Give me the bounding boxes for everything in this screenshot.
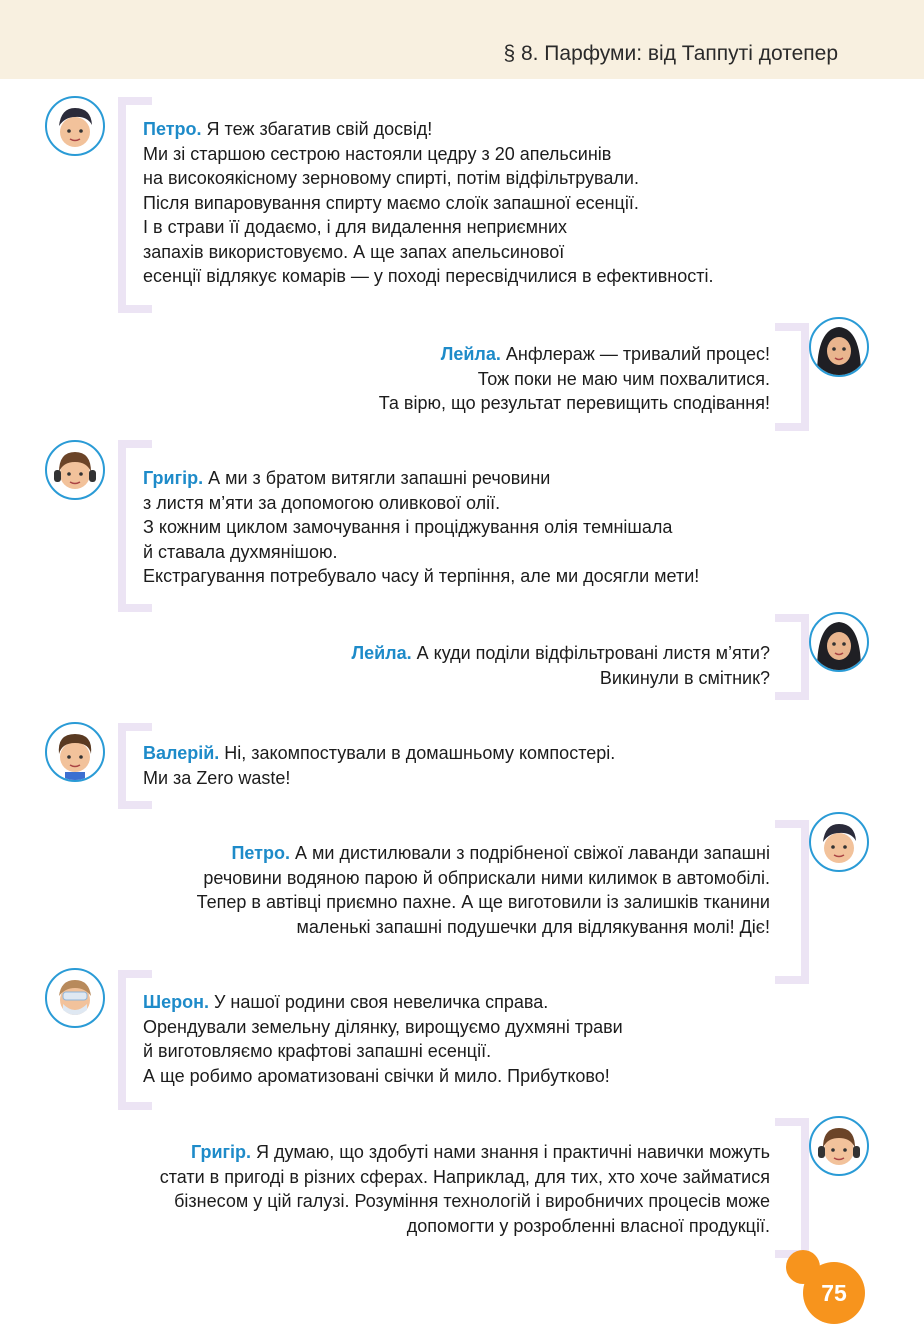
speaker-name: Григір. [190,1142,252,1162]
dialogue-line: Ні, закомпостували в домашньому компостері. [224,743,616,763]
speaker-name: Лейла. [440,344,501,364]
hryhir-avatar [809,1116,869,1176]
dialogue-line: бізнесом у цій галузі. Розуміння технологій і виробничих процесів може [174,1191,770,1211]
dialogue-line: З кожним циклом замочування і проціджування олія темнішала [143,517,673,537]
speaker-name: Лейла. [351,643,412,663]
dialogue-petro-2 [197,841,770,939]
person-mask-face-icon [47,970,103,1026]
dialogue-line: Та вірю, що результат перевищить сподівання! [378,393,770,413]
dialogue-line: Після випаровування спирту маємо слоїк запашної есенції. [143,192,639,213]
leila-avatar [809,612,869,672]
dialogue-line: А ми дистилювали з подрібненої свіжої лаванди запашні [295,843,770,863]
dialogue-hryhir-2 [160,1140,770,1238]
dialogue-line: І в страви її додаємо, і для видалення неприємних [143,217,568,237]
girl-hijab-face-icon [811,319,867,375]
dialogue-petro-1 [143,117,713,289]
dialogue-line: Тож поки не маю чим похвалитися. [477,368,770,389]
dialogue-line: з листя м’яти за допомогою оливкової олії. [143,492,501,513]
dialogue-line: есенції відлякує комарів — у поході пересвідчилися в ефективності. [143,266,714,286]
page-header [0,0,924,79]
petro-avatar [809,812,869,872]
dialogue-line: Анфлераж — тривалий процес! [505,344,770,364]
boy-curly-face-icon [47,724,103,780]
dialogue-leila-2 [351,641,770,690]
dialogue-line: стати в пригоді в різних сферах. Наприклад, для тих, хто хоче займатися [159,1166,770,1187]
dialogue-line: допомогти у розробленні власної продукції. [406,1215,770,1236]
dialogue-line: А ще робимо ароматизовані свічки й мило. Прибутково! [143,1065,610,1086]
dialogue-line: на високоякісному зерновому спирті, потім відфільтрували. [143,168,639,188]
petro-avatar [45,96,105,156]
section-title: § 8. Парфуми: від Таппуті дотепер [503,42,838,65]
dialogue-line: У нашої родини своя невеличка справа. [213,992,549,1012]
dialogue-line: Орендували земельну ділянку, вирощуємо духмяні трави [143,1016,623,1037]
dialogue-line: Я думаю, що здобуті нами знання і практичні навички можуть [256,1142,770,1162]
dialogue-line: Ми за Zero waste! [143,767,291,788]
dialogue-line: речовини водяною парою й обприскали ними килимок в автомобілі. [203,867,770,888]
speaker-name: Шерон. [143,992,209,1012]
dialogue-line: Викинули в смітник? [599,667,770,688]
dialogue-bracket [775,820,809,984]
speaker-name: Григір. [143,468,204,488]
dialogue-bracket [775,1118,809,1258]
dialogue-line: Екстрагування потребувало часу й терпіння, але ми досягли мети! [143,566,700,586]
boy-headphones-face-icon [47,442,103,498]
dialogue-line: Ми зі старшою сестрою настояли цедру з 20 апельсинів [143,143,612,164]
hryhir-avatar [45,440,105,500]
boy-face-icon [47,98,103,154]
valerii-avatar [45,722,105,782]
speaker-name: Петро. [143,119,202,139]
dialogue-sharon-1 [143,990,623,1088]
speaker-name: Петро. [231,843,290,863]
dialogue-line: А куди поділи відфільтровані листя м’яти? [416,643,770,663]
dialogue-line: й виготовляємо крафтові запашні есенції. [143,1041,492,1061]
dialogue-line: Тепер в автівці приємно пахне. А ще виготовили із залишків тканини [196,892,770,912]
dialogue-hryhir-1 [143,466,699,589]
dialogue-line: маленькі запашні подушечки для відлякування молі! Діє! [296,916,770,937]
leila-avatar [809,317,869,377]
boy-face-icon [811,814,867,870]
dialogue-leila-1 [379,342,770,416]
page-number: 75 [803,1262,865,1324]
dialogue-line: А ми з братом витягли запашні речовини [208,468,551,488]
sharon-avatar [45,968,105,1028]
dialogue-bracket [775,614,809,700]
dialogue-line: Я теж збагатив свій досвід! [206,119,433,139]
dialogue-line: й ставала духмянішою. [143,541,338,562]
girl-hijab-face-icon [811,614,867,670]
dialogue-bracket [775,323,809,431]
speaker-name: Валерій. [143,743,220,763]
dialogue-valerii-1 [143,741,615,790]
dialogue-line: запахів використовуємо. А ще запах апельсинової [143,241,565,262]
boy-headphones-face-icon [811,1118,867,1174]
